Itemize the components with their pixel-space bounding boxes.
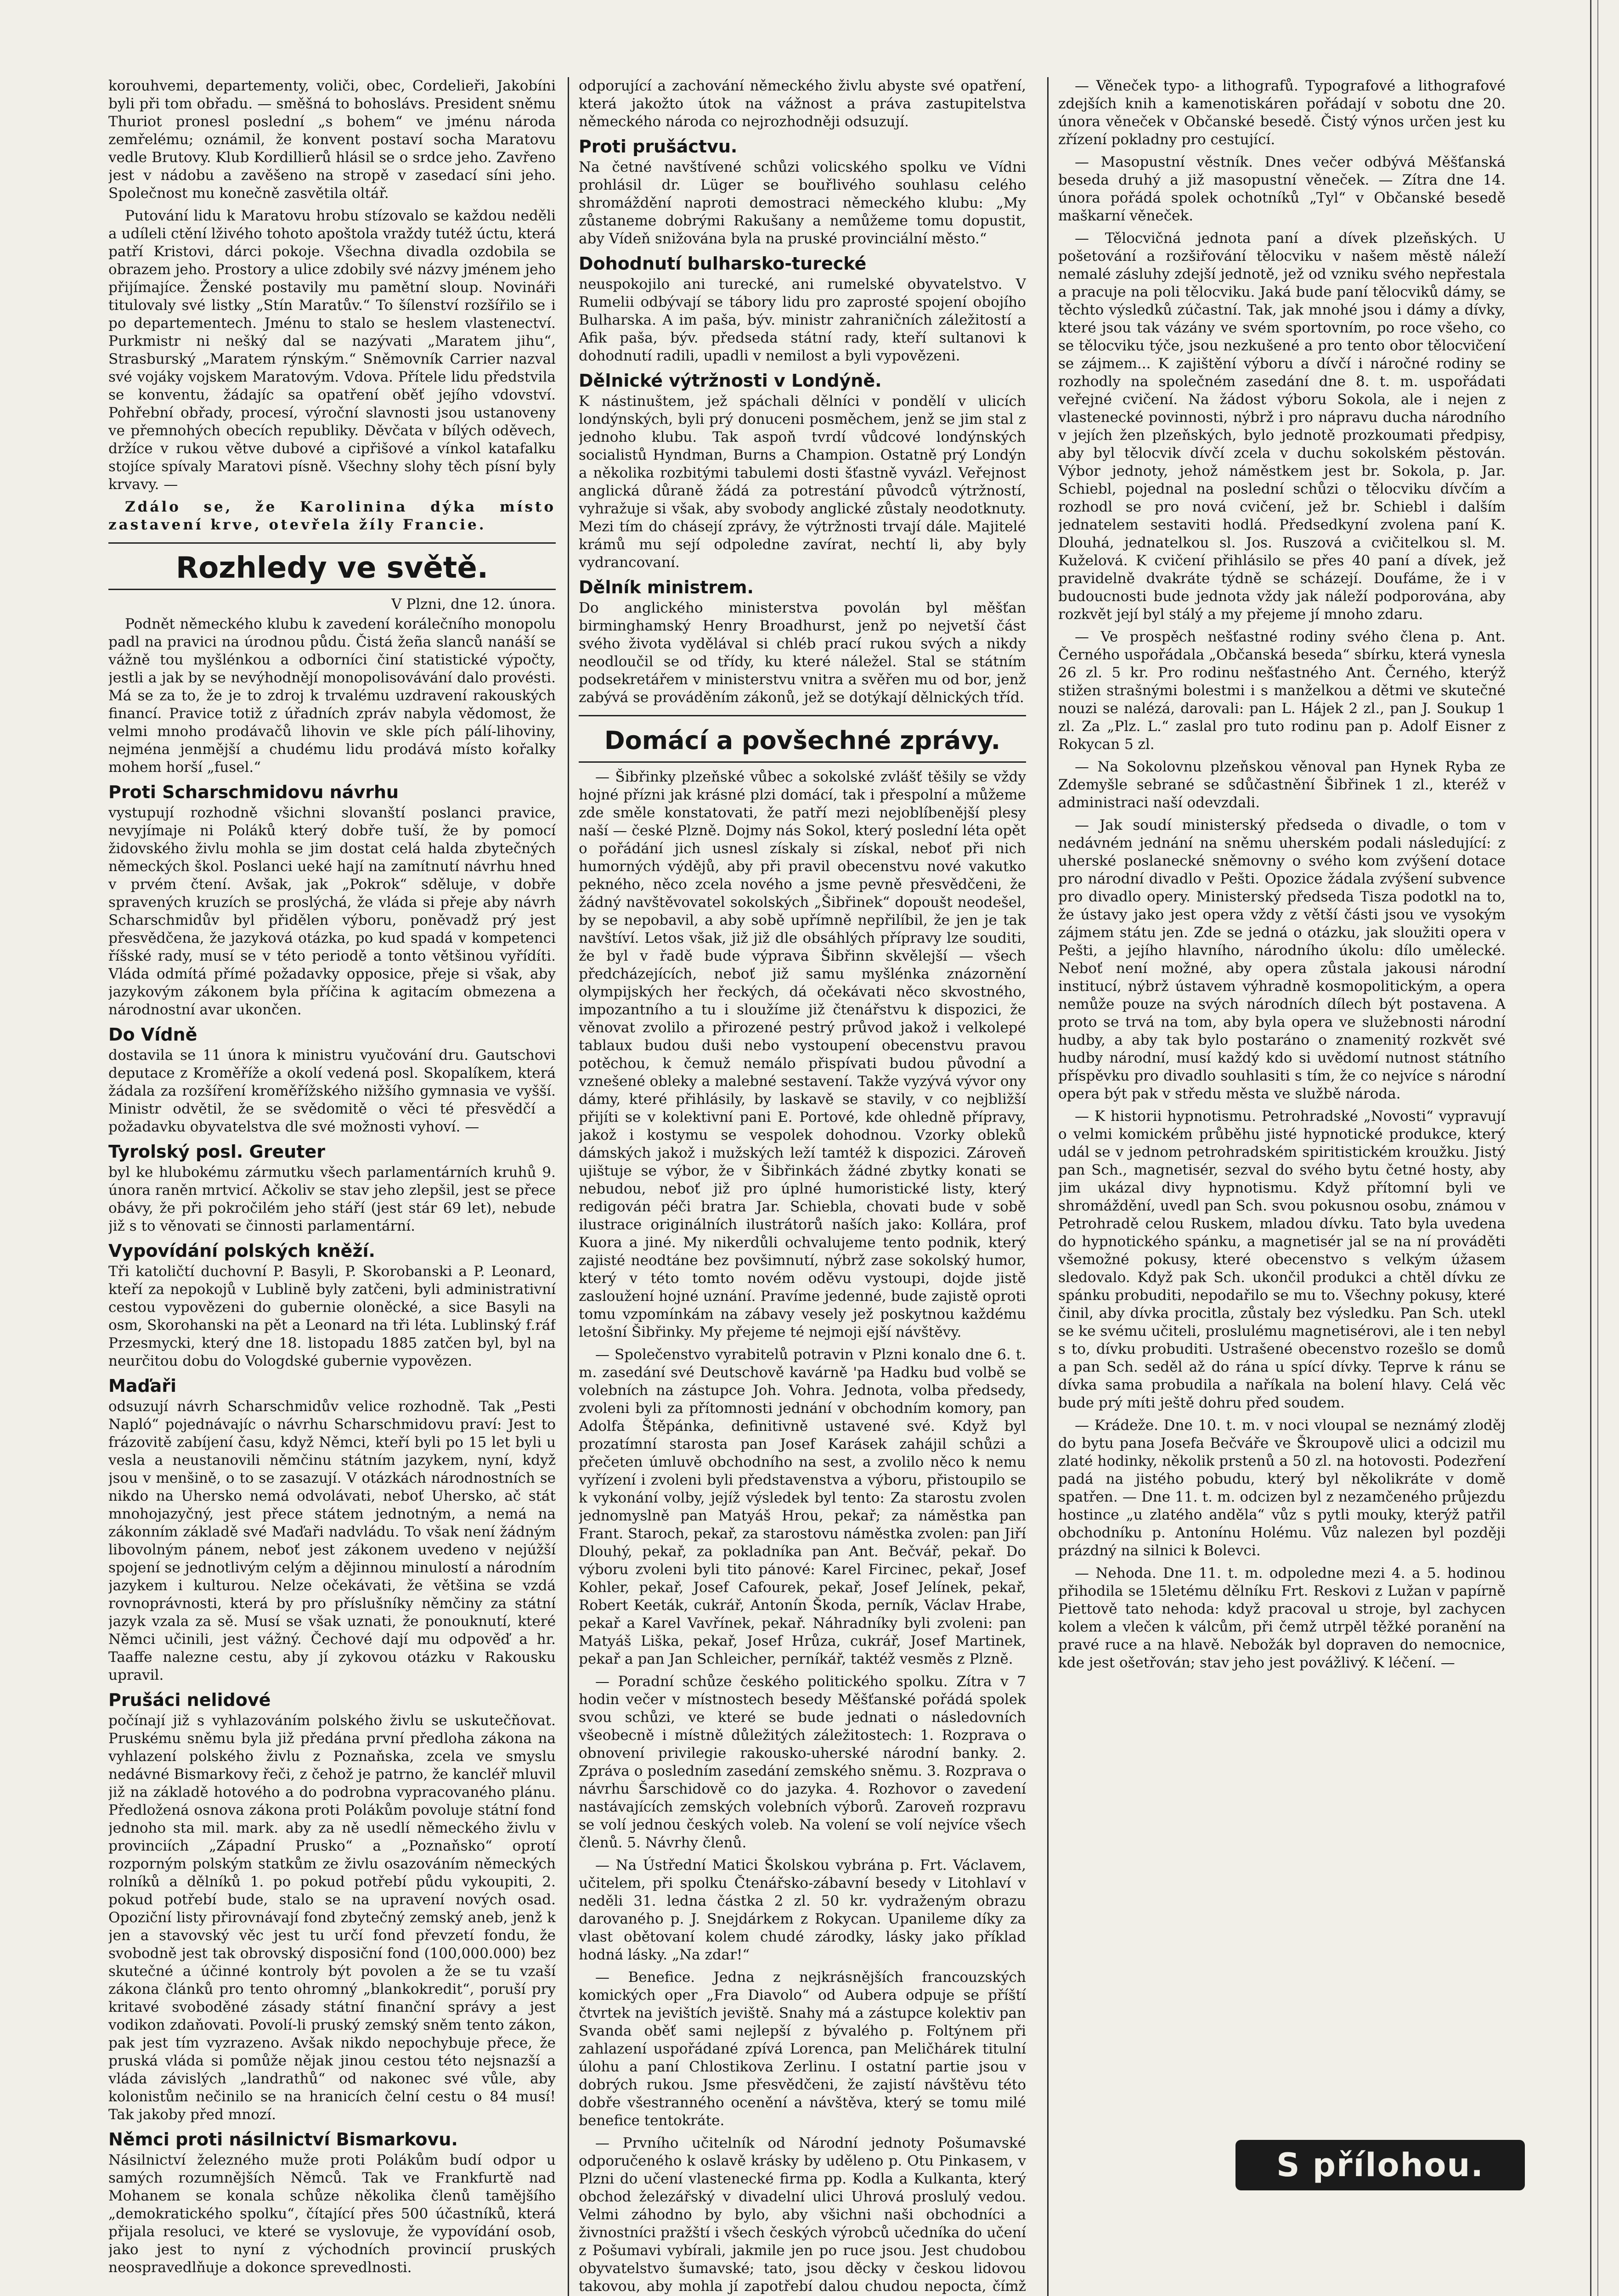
section-title-box-domaci xyxy=(579,715,1026,763)
column-rule-2 xyxy=(1047,77,1049,2296)
article-delnik: Do anglického ministerstva povolán byl měšťan birminghamský Henry Broadhurst, jenž po nejvetší část svého života vydělával si chléb prací rukou svých a nikdy neodloučil se od třídy, ku které náležel. Stal se státním podsekretářem v ministerstvu vnitra a svěřen mu od bor, jenž zabývá se prováděním zákonů, jež se dotýkají dělnických tříd. xyxy=(579,600,1026,706)
article-matice: — Na Ústřední Matici Školskou vybrána p. Frt. Václavem, učitelem, při spolku Čtenářsko-zábavní besedy v Litohlaví v neděli 31. ledna částka 2 zl. 50 kr. vydraženým obrazu darovaného p. J. Snejdárkem z Rokycan. Upanileme díky za vlast obětovaní kolem chudé zárodky, lásky jako příklad hodná lásky. „Na zdar!“ xyxy=(579,1857,1026,1963)
column-rule-1 xyxy=(568,77,569,2296)
headline-londyne: Dělnické výtržnosti v Londýně. xyxy=(579,371,882,391)
page-edge-line xyxy=(1590,0,1591,2296)
headline-scharschmid: Proti Scharschmidovu návrhu xyxy=(108,782,399,802)
article-marat-intro: korouhvemi, departementy, voliči, obec, Cordelieři, Jakobíni byli při tom obřadu. — směšná to bohoslávs. President sněmu Thuriot pronesl poslední „s bohem“ ve jménu národa zemřelému; oznámil, že konvent postaví socha Maratovu vedle Brutovy. Klub Kordillierů hlásil se o srdce jeho. Zavřeno jest v nádobu a zavěšeno na stropě v zasedací síni jeho. Společnost mu konečně zasvětila oltář. xyxy=(108,78,556,202)
article-londyne: K nástinuštem, jež spáchali dělníci v pondělí v ulicích londýnských, byli prý donuceni posměchem, jenž se jim stal z jednoho klubu. Tak aspoň tvrdí vůdcové londýnských socialistů Hyndman, Burns a Champion. Ostatně prý Londýn a několika rozbitými tabulemi dosti šťastně vyvázl. Veřejnost anglická důraně žádá za potrestání původců výtržností, vyhražuje si však, aby svobody anglické zůstaly neodotknuty. Mezi tím do chásejí zprávy, že výtržnosti trvají dále. Majitelé krámů mu sejí odpoledne zavírat, nechtí li, aby byly vydrancovaní. xyxy=(579,393,1026,571)
article-kradeze: — Krádeže. Dne 10. t. m. v noci vloupal se neznámý zloděj do bytu pana Josefa Bečváře ve Škroupově ulici a odcizil mu zlaté hodinky, několik prstenů a 50 zl. na hotovosti. Podezření padá na jistého pobudu, který byl několikráte v domě spatřen. — Dne 11. t. m. odcizen byl z nezamčeného průjezdu hostince „u zlatého anděla“ vůz s pytli mouky, kterýž patřil obchodníku p. Antonínu Holému. Vůz nalezen byl později prázdný na silnici k Bolevci. xyxy=(1058,1417,1506,1559)
article-bulhar: neuspokojilo ani turecké, ani rumelské obyvatelstvo. V Rumelii odbývají se tábory lidu pro zaprosté spojení obojího Bulharska. A im paša, býv. ministr zahraničních záležitostí a Afik paša, býv. předseda státní rady, kteří sultanovi k dohodnutí radili, upadli v nemilost a byli vypovězeni. xyxy=(579,276,1026,364)
article-marat-closing: Zdálo se, že Karolinina dýka místo zastavení krve, otevřela žíly Francie. xyxy=(108,499,556,533)
headline-knezi: Vypovídání polských kněží. xyxy=(108,1241,375,1261)
column-middle xyxy=(579,77,1026,2296)
article-continuation: odporující a zachování německého živlu abyste své opatření, která jakožto útok na vážnost a práva zastupitelstva německého národa co nejrozhodněji odsuzují. xyxy=(579,78,1026,130)
article-marat-pilgrimage: Putování lidu k Maratovu hrobu stízovalo se každou neděli a udíleli ctění lživého tohoto apoštola vraždy tutéž úctu, která patří Kristovi, dárci pokoje. Všechna divadla ozdobila se obrazem jeho. Prostory a ulice zdobily své názvy jménem jeho přijímajíce. Ženské postavily mu pamětní sloup. Novináři titulovaly své listky „Stín Maratův.“ To šílenství rozšířilo se i po departementech. Jménu to stalo se heslem vlastenectví. Purkmistr ni nešký dal se nazývati „Maratem jihu“, Strasburský „Maratem rýnským.“ Sněmovník Carrier nazval své vojáky vojskem Maratovým. Vdova. Přítele lidu předstvila se konventu, žádajíc sa opatření oběť jejího vdovství. Pohřební obřady, procesí, výroční slavnosti jsou ustanoveny ve přemnohých obecích republiky. Děvčata v bílých oděvech, držíce v rukou větve dubové a cipřišové a vínkol katafalku stojíce spívaly Maratovi písně. Všechny slohy těch písní byly krvavy. — xyxy=(108,208,556,493)
article-venecek: — Věneček typo- a lithografů. Typografové a lithografové zdejších knih a kamenotiskáren pořádají v sobotu dne 20. února věneček v Občanské besedě. Čistý výnos určen jest ku zřízení pokladny pro cestující. xyxy=(1058,78,1506,148)
headline-prusaci: Prušáci nelidové xyxy=(108,1690,271,1710)
headline-madari: Maďaři xyxy=(108,1376,177,1396)
article-divadlo: — Jak soudí ministerský předseda o divadle, o tom v nedávném jednání na sněmu uherském podali následující: z uherské poslanecké sněmovny o svého kom zvýšení dotace pro národní divadlo v Pešti. Opozice žádala zvýšení subvence pro divadlo opery. Ministerský předseda Tisza podotkl na to, že ústavy jako jest opera vždy z větší části jsou ve vysokým zájmem státu jen. Zde se jedná o otázku, jak sloužiti opera v Pešti, a jejího hlavního, národního úkolu: dílo umělecké. Neboť není možné, aby opera zůstala jakousi národní institucí, nýbrž ústavem výhradně kosmopolitickým, a opera nemůže pouze na svých národních dílech být postavena. A proto se trvá na tom, aby byla opera ve služebnosti národní hudby, a aby tak bylo postaráno o znamenitý rozkvět své hudby národní, musí každý kdo si uvědomí nutnost státního příspěvku pro divadlo souhlasiti s tím, že co nejvíce s národní opera být pak v středu města ve službě národa. xyxy=(1058,817,1506,1102)
section-title-box xyxy=(108,542,556,590)
article-nemci: Násilnictví železného muže proti Polákům budí odpor u samých rozumnějších Němců. Tak ve Frankfurtě nad Mohanem se konala schůze několika členů tamějšího „demokratického spolku“, čítající přes 500 účastníků, která přijala resoluci, ve které se vyslovuje, že vypovídání osob, jako jest to nyní z východních provincií pruských neospravedlňuje a dokonce sprevedlnosti. xyxy=(108,2152,556,2276)
article-ryba: — Na Sokolovnu plzeňskou věnoval pan Hynek Ryba ze Zdemyšle sebrané se sdůčastnění Šibřinek 1 zl., kteréž v administraci naší odevzdali. xyxy=(1058,759,1506,811)
newspaper-page xyxy=(108,77,1515,2296)
article-porada: — Poradní schůze českého politického spolku. Zítra v 7 hodin večer v místnostech besedy Měšťanské pořádá spolek svou schůzi, ve které se bude jednati o následovních všeobecně i místně důležitých záležitostech: 1. Rozprava o obnovení privilegie rakousko-uherské národní banky. 2. Zpráva o posledním zasedání zemského sněmu. 3. Rozprava o návrhu Šarschidově co do jazyka. 4. Rozhovor o zavedení nastávajících zemských volebních výborů. Zaroveň rozpravu se volí jednou českých voleb. Na volení se volí nejvíce všech členů. 5. Návrhy členů. xyxy=(579,1673,1026,1851)
article-ucitel: — Prvního učitelník od Národní jednoty Pošumavské odporučeného k oslavě krásky by uděleno p. Otu Pinkasem, v Plzni do učení vlastenecké firma pp. Kodla a Kulkanta, který obchod železářský v divadelní ulici Uhrová proslulý vedou. Velmi záhodno by bylo, aby všichni naši obchodníci a živnostníci pražští i všech českých výrobců učedníka do učení z Pošumavi vybírali, jakmile jen po ruce jsou. Jest chudobou obyvatelstvo šumavské; tato, jsou děcky v českou lidovou takovou, aby mohla jí zapotřebí dalou chudou nepocta, čímž xyxy=(579,2135,1026,2295)
headline-delnik: Dělník ministrem. xyxy=(579,577,754,597)
article-madari: odsuzují návrh Scharschmidův velice rozhodně. Tak „Pesti Napló“ pojednávajíc o návrhu Scharschmidovu praví: Jest to frázovitě zabíjení času, když Němci, kteří byli po 15 let byli u vesla a neustanovili němčinu státním jazykem, nyní, když jsou v menšině, o to se zasazují. V otázkách národnostních se nikdo na Uhersko nemá odvolávati, neboť Uhersko, ač stát mnohojazyčný, jest přece státem jednotným, a nemá na zákonním základě své Maďaři nadvládu. To však není žádným libovolným pánem, neboť jest zákonem uvedeno v nejúžší spojení se jednotlivým celým a dějinnou minulostí a národním jazykem i kulturou. Nelze očekávati, že většina se vzdá rovnoprávnosti, která by pro příslušníky němčiny za státní jazyk vzala za sě. Musí se však uznati, že ponouknutí, které Němci učinili, jest vážný. Čechové dají mu odpověď a hr. Taaffe nalezne cestu, aby jí zykovou otázku v Rakousku upravil. xyxy=(108,1398,556,1683)
dateline: V Plzni, dne 12. února. xyxy=(391,596,556,613)
article-scharschmid: vystupují rozhodně všichni slovanští poslanci pravice, nevyjímaje ni Poláků který dobře tuší, že by pomocí židovského živlu mohla se jim dostat celá halda zbytečných německých škol. Poslanci ueké hají na zamítnutí návrhu hned v prvém čtení. Avšak, jak „Pokrok“ sděluje, v dobře spravených kruzích se proslýchá, že vláda si přeje aby návrh Scharschmidův byl přidělen výboru, poněvadž prý jest přesvědčena, že jazyková otázka, po kud spadá v kompetenci říšské rady, musí se v této periodě a tonto většinou vyřídíti. Vláda odmítá přímé požadavky opposice, přeje si však, aby jazykovým zákonem byla příčina k agitacím obmezena a národnostní avar ukončen. xyxy=(108,805,556,1018)
article-spolecenstvo: — Společenstvo vyrabitelů potravin v Plzni konalo dne 6. t. m. zasedání své Deutschově kavárně 'pa Hadku bud volbě se volebních na zástupce Joh. Vohra. Jednota, volba předsedy, zvoleni byli za přítomnosti jednání v obchodním komory, pan Adolfa Štěpánka, definitivně ustavené své. Když byl prozatímní starosta pan Josef Karásek zahájil schůzi a přečeten úmluvě obchodního na sest, a zvolilo něco k nemu vyřízení i zvoleni byli představenstva a výboru, přistoupilo se k vykonání volby, jejíž výsledek byl tento: Za starostu zvolen jednomyslně pan Matyáš Hrou, pekař; za náměstka pan Frant. Staroch, pekař, za starostovu náměstka zvolen: pan Jiří Dlouhý, pekař, za pokladníka pan Ant. Bečvář, pekař. Do výboru zvoleni byli tito pánové: Karel Fircinec, pekař, Josef Kohler, pekař, Josef Cafourek, pekař, Josef Jelínek, pekař, Robert Keeták, cukrář, Antonín Škoda, perník, Václav Hrabe, pekař a Karel Vavřínek, pekař. Náhradníky byli zvoleni: pan Matyáš Liška, pekař, Josef Hrůza, cukrář, Josef Martinek, pekař a pan Jan Schleicher, perníkář, taktéž vesměs z Plzně. xyxy=(579,1346,1026,1667)
page-edge-line-2 xyxy=(1597,0,1598,2296)
article-prusactvu: Na četné navštívené schůzi volicského spolku ve Vídni prohlásil dr. Lüger se bouřlivého souhlasu celého shromáždění naproti demostraci německého klubu: „My zůstaneme dobrými Rakušany a nemůžeme tomu dopustit, aby Vídeň snižována byla na pruské provinciální město.“ xyxy=(579,159,1026,247)
headline-greuter: Tyrolský posl. Greuter xyxy=(108,1142,325,1162)
headline-nemci: Němci proti násilnictví Bismarkovu. xyxy=(108,2129,458,2150)
article-koralky: Podnět německého klubu k zavedení korálečního monopolu padl na pravici na úrodnou půdu. Čistá žeña slanců nanáší se vážně tou myšlénkou a odborníci činí statistické výpočty, jestli a jak by se nevýhodnějí monopolisovávání dalo provésti. Má se za to, že je to zdroj k trvalému uzdravení rakouských financí. Pravice totiž z úřadních zpráv nabyla vědomost, že velmi mnoho prodávačů lihovin ve skle pích pálí-lihoviny, nejména jenmější a chudému lidu prodává místo kořalky mohem horší „fusel.“ xyxy=(108,616,556,776)
column-right xyxy=(1058,77,1506,2296)
article-vidne: dostavila se 11 února k ministru vyučování dru. Gautschovi deputace z Kroměříže a okolí vedená posl. Skopalíkem, která žádala za rozšíření kroměřížského nižšího gymnasia ve vyšší. Ministr odvětil, že se svědomitě o věci té přesvědčí a požadavku obyvatelstva dle své možnosti vyhoví. — xyxy=(108,1047,556,1135)
article-telocvicna: — Tělocvičná jednota paní a dívek plzeňských. U pošetování a rozšiřování tělocviku v našem městě náleží nemalé zásluhy zdejší jednotě, jež od vzniku svého nepřestala a pracuje na poli tělocviku. Jaká bude paní tělocviků dámy, se těchto výsledků zúčastní. Tak, jak mnohé jsou i dámy a dívky, které jsou tak vázány ve svém sportovním, po roce všeho, co se tělocviku týče, jsou nezkušené a pro tento obor tělocvičení se zájmem... K zajištění výboru a dívčí i náročné rodiny se rozhodly na společném zasedání dne 8. t. m. uspořádati veřejné cvičení. Na žádost výboru Sokola, ale i nejen z vlastenecké povinnosti, nýbrž i pro nápravu ducha národního v jejích žen plzeňských, bylo jednotě prozkoumati předpisy, aby byl tělocvik dívčí zcela v duchu sokolském pěstován. Výbor jednoty, jehož náměstkem jest br. Sokola, p. Jar. Schiebl, pojednal na poslední schůzi o tělocviku dívčím a rozhodl se pro nová cvičení, jež br. Schiebl i dalším jednatelem sestaviti hodlá. Předsedkyní zvolena paní K. Dlouhá, jednatelkou sl. Jos. Ruszová a cvičitelkou sl. M. Kuželová. K cvičení přihlásilo se přes 40 paní a dívek, jež pravidelně dvakráte týdně se scházejí. Doufáme, že i v budoucnosti bude jednota vždy jak náleží podporována, aby rozkvět její byl stálý a my přejeme jí mnoho zdaru. xyxy=(1058,230,1506,623)
article-masopust: — Masopustní věstník. Dnes večer odbývá Měšťanská beseda druhý a již masopustní věneček. — Zítra dne 14. února pořádá spolek ochotníků „Tyl“ v Občanské besedě maškarní věneček. xyxy=(1058,154,1506,224)
article-nehoda: — Nehoda. Dne 11. t. m. odpoledne mezi 4. a 5. hodinou přihodila se 15letému dělníku Frt. Reskovi z Lužan v papírně Piettově tato nehoda: když pracoval u stroje, byl zachycen kolem a vlečen k válcům, při čemž utrpěl těžké poranění na pravé ruce a na hlavě. Nebožák byl dopraven do nemocnice, kde jest ošetřován; stav jeho jest povážlivý. K léčení. — xyxy=(1058,1565,1506,1671)
article-benefice: — Benefice. Jedna z nejkrásnějších francouzských komických oper „Fra Diavolo“ od Aubera odpuje se příští čtvrtek na jevištích jeviště. Snahy má a zástupce kolektiv pan Svanda oběť sami nejlepší z bývalého p. Foltýnem při zahlazení uspořádané zpívá Lorenca, pan Meličhárek titulní úlohu a paní Chlostikova Zerlinu. I ostatní partie jsou v dobrých rukou. Jsme přesvědčeni, že zajistí návštěvu této dobře všestranného ocenění a návštěva, který se tomu milé benefice tentokráte. xyxy=(579,1969,1026,2129)
headline-bulhar: Dohodnutí bulharsko-turecké xyxy=(579,253,867,274)
article-prusaci: počínají již s vyhlazováním polského živlu se uskutečňovat. Pruskému sněmu byla již předána první předloha zákona na vyhlazení polského živlu z Poznaňska, zcela ve smyslu nedávné Bismarkovy řeči, z čehož je patrno, že kancléř mluvil již na základě hotového a do podrobna vypracovaného plánu. Předložená osnova zákona proti Polákům povoluje státní fond jednoho sta mil. mark. aby za ně usedlí německého živlu v provinciích „Západní Prusko“ a „Poznaňsko“ oprotí rozporným polským statkům ze živlu osazováním německých rolníků a dělníků 1. po pokud potřebí půdu vykoupiti, 2. pokud potřebí bude, stalo se na upravení nových osad. Opoziční listy přirovnávají fond zbytečný zemský aneb, jenž k jen a stavovský věc jest tu určí fond převzetí fondu, že svobodně jest tak obrovský disposiční fond (100,000.000) bez skutečné a účinné kontroly být povolen a že se tu vzaší zákona článků pro tento ohromný „blankokredit“, poruší pry kritavé svoboděné zásady státní finanční správy a jest vodikon zdaňovati. Povolí-li pruský zemský sněm tento zákon, pak jest tím vyzrazeno. Avšak nikdo nepochybuje přece, že pruská vláda si pomůže nějak jinou cestou této nejsnazší a vláda závislých „landrathů“ od nakonec své vůle, aby kolonistům nečinilo se na hranicích čelní cestu o 84 musí! Tak jakoby před mnozí. xyxy=(108,1712,556,2123)
article-hypnotismus: — K historii hypnotismu. Petrohradské „Novosti“ vypravují o velmi komickém průběhu jisté hypnotické produkce, který udál se v jednom petrohradském spiritistickém kroužku. Jistý pan Sch., magnetisér, sezval do svého bytu četné hosty, aby jim ukázal divy hypnotismu. Když přítomní byli ve shromáždění, uvedl pan Sch. svou pokusnou osobu, známou v Petrohradě celou Ruskem, mladou dívku. Tato byla uvedena do hypnotického spánku, a magnetisér jal se na ní prováděti všemožné pokusy, které obecenstvo s velkým úžasem sledovalo. Když pak Sch. ukončil produkci a chtěl dívku ze spánku probuditi, nepodařilo se mu to. Všechny pokusy, které činil, aby dívka procitla, zůstaly bez výsledku. Pan Sch. utekl se ke svému učiteli, proslulému magnetisérovi, ale i ten nebyl s to, dívku probuditi. Ustrašené obecenstvo rozešlo se domů a pan Sch. seděl až do rána u spící dívky. Teprve k ránu se dívka sama probudila a naříkala na bolení hlavy. Celá věc bude prý míti ještě dohru před soudem. xyxy=(1058,1108,1506,1411)
article-greuter: byl ke hlubokému zármutku všech parlamentárních kruhů 9. února raněn mrtvicí. Ačkoliv se stav jeho zlepšil, jest se přece obávy, že při pokročilém jeho stáří (jest stár 69 let), nebude již s to věnovati se činnosti parlamentární. xyxy=(108,1164,556,1234)
article-sibrinky: — Šibřinky plzeňské vůbec a sokolské zvlášť těšily se vždy hojné přízni jak krásné plzi domácí, tak i přespolní a můžeme zde směle konstatovati, že patří mezi nejoblíbenější plesy naší — české Plzně. Dojmy nás Sokol, který poslední léta opět o pořádání jich usnesl získaly si získal, neboť při nich humorných výdějů, aby při pravil obecenstvu nové vakutko pekného, něco zcela nového a jsme pevně přesvědčeni, že žádný navštěvovatel sokolských „Šibřinek“ dopoušt neodešel, by se nepobavil, a aby sobě upřímně nepřilíbil, že jen je tak navštíví. Letos však, již již dle obsáhlých přípravy lze souditi, že byl v řadě bude výprava Šibřinn skvělejší — všech předcházejících, neboť již samu myšlénka znázornění olympijských her řeckých, dá očekávati něco skvostného, impozantního a tu i sloužíme již čtenářstvu k dispozici, že věnovat zvolilo a přirozené pestrý průvod jakož i velkolepé tablaux budou duši nebo vystoupení obecenstvu pravou potěchou, k čemuž nemálo přispívati budou původní a vznešené obleky a malebné sestavení. Takže vyzývá vývor ony dámy, které přihlásily, by laskavě se stavily, v co nejbližší přijíti se v kolektivní pani E. Portové, kde ohledně přípravy, jakož i kostymu se vespolek dohodnou. Vzorky obleků dámských jakož i mužských leží tamtéž k dispozici. Zároveň ujištuje se výbor, že v Šibřinkách žádné zbytky konati se nebudou, neboť již pro úplné humoristické listy, který redigován péči bratra Jar. Schiebla, chovati bude v sobě ilustrace originálních ilustrátorů naších jako: Kollára, prof Kuora a jiné. My nikerdůli ochvalujeme tento podnik, který zajisté neodtáne bez povšimnutí, nýbrž zase sokolský humor, který v této tomto novém oděvu vystoupi, dojde jistě zasloužení hojné uznání. Pravíme jedenné, bude zajistě oproti tomu vzpomínkám na zábavy vesely jež poskytnou každému letošní Šibřinky. My přejeme té nejmoji ejší návštěvy. xyxy=(579,769,1026,1340)
headline-vidne: Do Vídně xyxy=(108,1024,197,1045)
section-title-rozhledy: Rozhledy ve světě. xyxy=(175,551,489,585)
supplement-stamp: S přílohou. xyxy=(1235,2140,1525,2190)
article-rodiny: — Ve prospěch nešťastné rodiny svého člena p. Ant. Černého uspořádala „Občanská beseda“ sbírku, která vynesla 26 zl. 5 kr. Pro rodinu nešťastného Ant. Černého, kterýž stižen strašnými bolestmi i s manželkou a dětmi ve skutečné nouzi se nalézá, darovali: pan L. Hájek 2 zl., pan J. Soukup 1 zl. Za „Plz. L.“ zaslal pro tuto rodinu pan p. Adolf Eisner z Rokycan 5 zl. xyxy=(1058,629,1506,753)
section-title-domaci: Domácí a povšechné zprávy. xyxy=(604,726,1001,755)
article-knezi: Tři katoličtí duchovní P. Basyli, P. Skorobanski a P. Leonard, kteří za nepokojů v Lublině byly zatčeni, byli administrativní cestou vypovězeni do gubernie oloněcké, a sice Basyli na osm, Skorohanski na pět a Leonard na tři léta. Lublinský f.ráf Przesmycki, který dne 18. listopadu 1885 zatčen byl, byl na neurčitou dobu do Vologdské gubernie vypovězen. xyxy=(108,1263,556,1369)
headline-prusactvu: Proti prušáctvu. xyxy=(579,136,738,157)
column-left xyxy=(108,77,556,2296)
